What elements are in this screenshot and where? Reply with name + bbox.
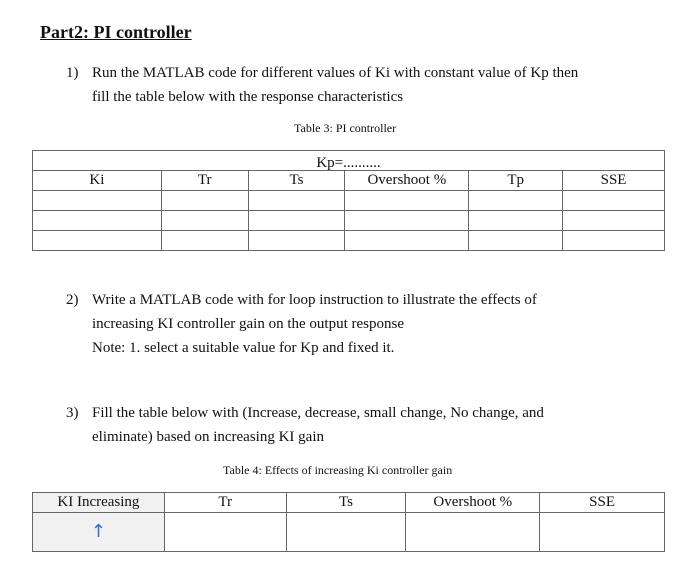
table-cell[interactable] — [161, 211, 248, 231]
table-cell[interactable] — [248, 191, 345, 211]
sse-effect-cell[interactable] — [540, 513, 665, 552]
table-cell[interactable] — [161, 191, 248, 211]
header-ts: Ts — [248, 171, 345, 191]
table-cell[interactable] — [563, 211, 665, 231]
table-row — [33, 191, 665, 211]
table-cell[interactable] — [469, 231, 563, 251]
kp-label: Kp=.......... — [316, 155, 381, 171]
table-3 — [32, 150, 665, 251]
table-cell[interactable] — [33, 191, 162, 211]
header-sse: SSE — [563, 171, 665, 191]
question-1-line-1: Run the MATLAB code for different values of Ki with constant value of Kp then — [92, 65, 579, 81]
question-3-number: 3) — [66, 405, 79, 421]
header-ki: Ki — [33, 171, 162, 191]
question-1-line-2: fill the table below with the response characteristics — [92, 89, 404, 105]
table-cell[interactable] — [469, 191, 563, 211]
question-1-number: 1) — [66, 65, 79, 81]
table-cell[interactable] — [469, 211, 563, 231]
header-overshoot: Overshoot % — [406, 493, 540, 513]
table-3-caption: Table 3: PI controller — [294, 121, 397, 135]
table-cell[interactable] — [248, 231, 345, 251]
table-4 — [32, 492, 665, 552]
table-cell[interactable] — [345, 231, 469, 251]
question-2-line-2: increasing KI controller gain on the output response — [92, 316, 404, 332]
question-2-number: 2) — [66, 292, 79, 308]
header-tr: Tr — [164, 493, 286, 513]
table-row — [33, 211, 665, 231]
question-2-note: Note: 1. select a suitable value for Kp and fixed it. — [92, 340, 395, 356]
up-arrow-icon: ↑ — [90, 520, 106, 542]
header-ts: Ts — [286, 493, 406, 513]
question-1 — [66, 61, 686, 109]
table-cell[interactable] — [563, 191, 665, 211]
section-heading: Part2: PI controller — [40, 22, 192, 42]
header-sse: SSE — [540, 493, 665, 513]
question-3 — [66, 401, 686, 449]
kp-value-cell[interactable] — [33, 151, 665, 171]
header-tr: Tr — [161, 171, 248, 191]
table-cell[interactable] — [161, 231, 248, 251]
table-cell[interactable] — [33, 211, 162, 231]
header-overshoot: Overshoot % — [345, 171, 469, 191]
question-3-line-2: eliminate) based on increasing KI gain — [92, 429, 325, 445]
header-tp: Tp — [469, 171, 563, 191]
overshoot-effect-cell[interactable] — [406, 513, 540, 552]
ki-increasing-cell — [33, 513, 165, 552]
header-ki-increasing: KI Increasing — [33, 493, 165, 513]
ts-effect-cell[interactable] — [286, 513, 406, 552]
table-cell[interactable] — [33, 231, 162, 251]
table-cell[interactable] — [248, 211, 345, 231]
question-2-line-1: Write a MATLAB code with for loop instruction to illustrate the effects of — [92, 292, 537, 308]
table-cell[interactable] — [563, 231, 665, 251]
table-row — [33, 513, 665, 552]
table-row — [33, 231, 665, 251]
table-cell[interactable] — [345, 211, 469, 231]
question-3-line-1: Fill the table below with (Increase, decrease, small change, No change, and — [92, 405, 544, 421]
tr-effect-cell[interactable] — [164, 513, 286, 552]
question-2 — [66, 288, 686, 360]
table-cell[interactable] — [345, 191, 469, 211]
table-4-caption: Table 4: Effects of increasing Ki controller gain — [223, 463, 453, 477]
